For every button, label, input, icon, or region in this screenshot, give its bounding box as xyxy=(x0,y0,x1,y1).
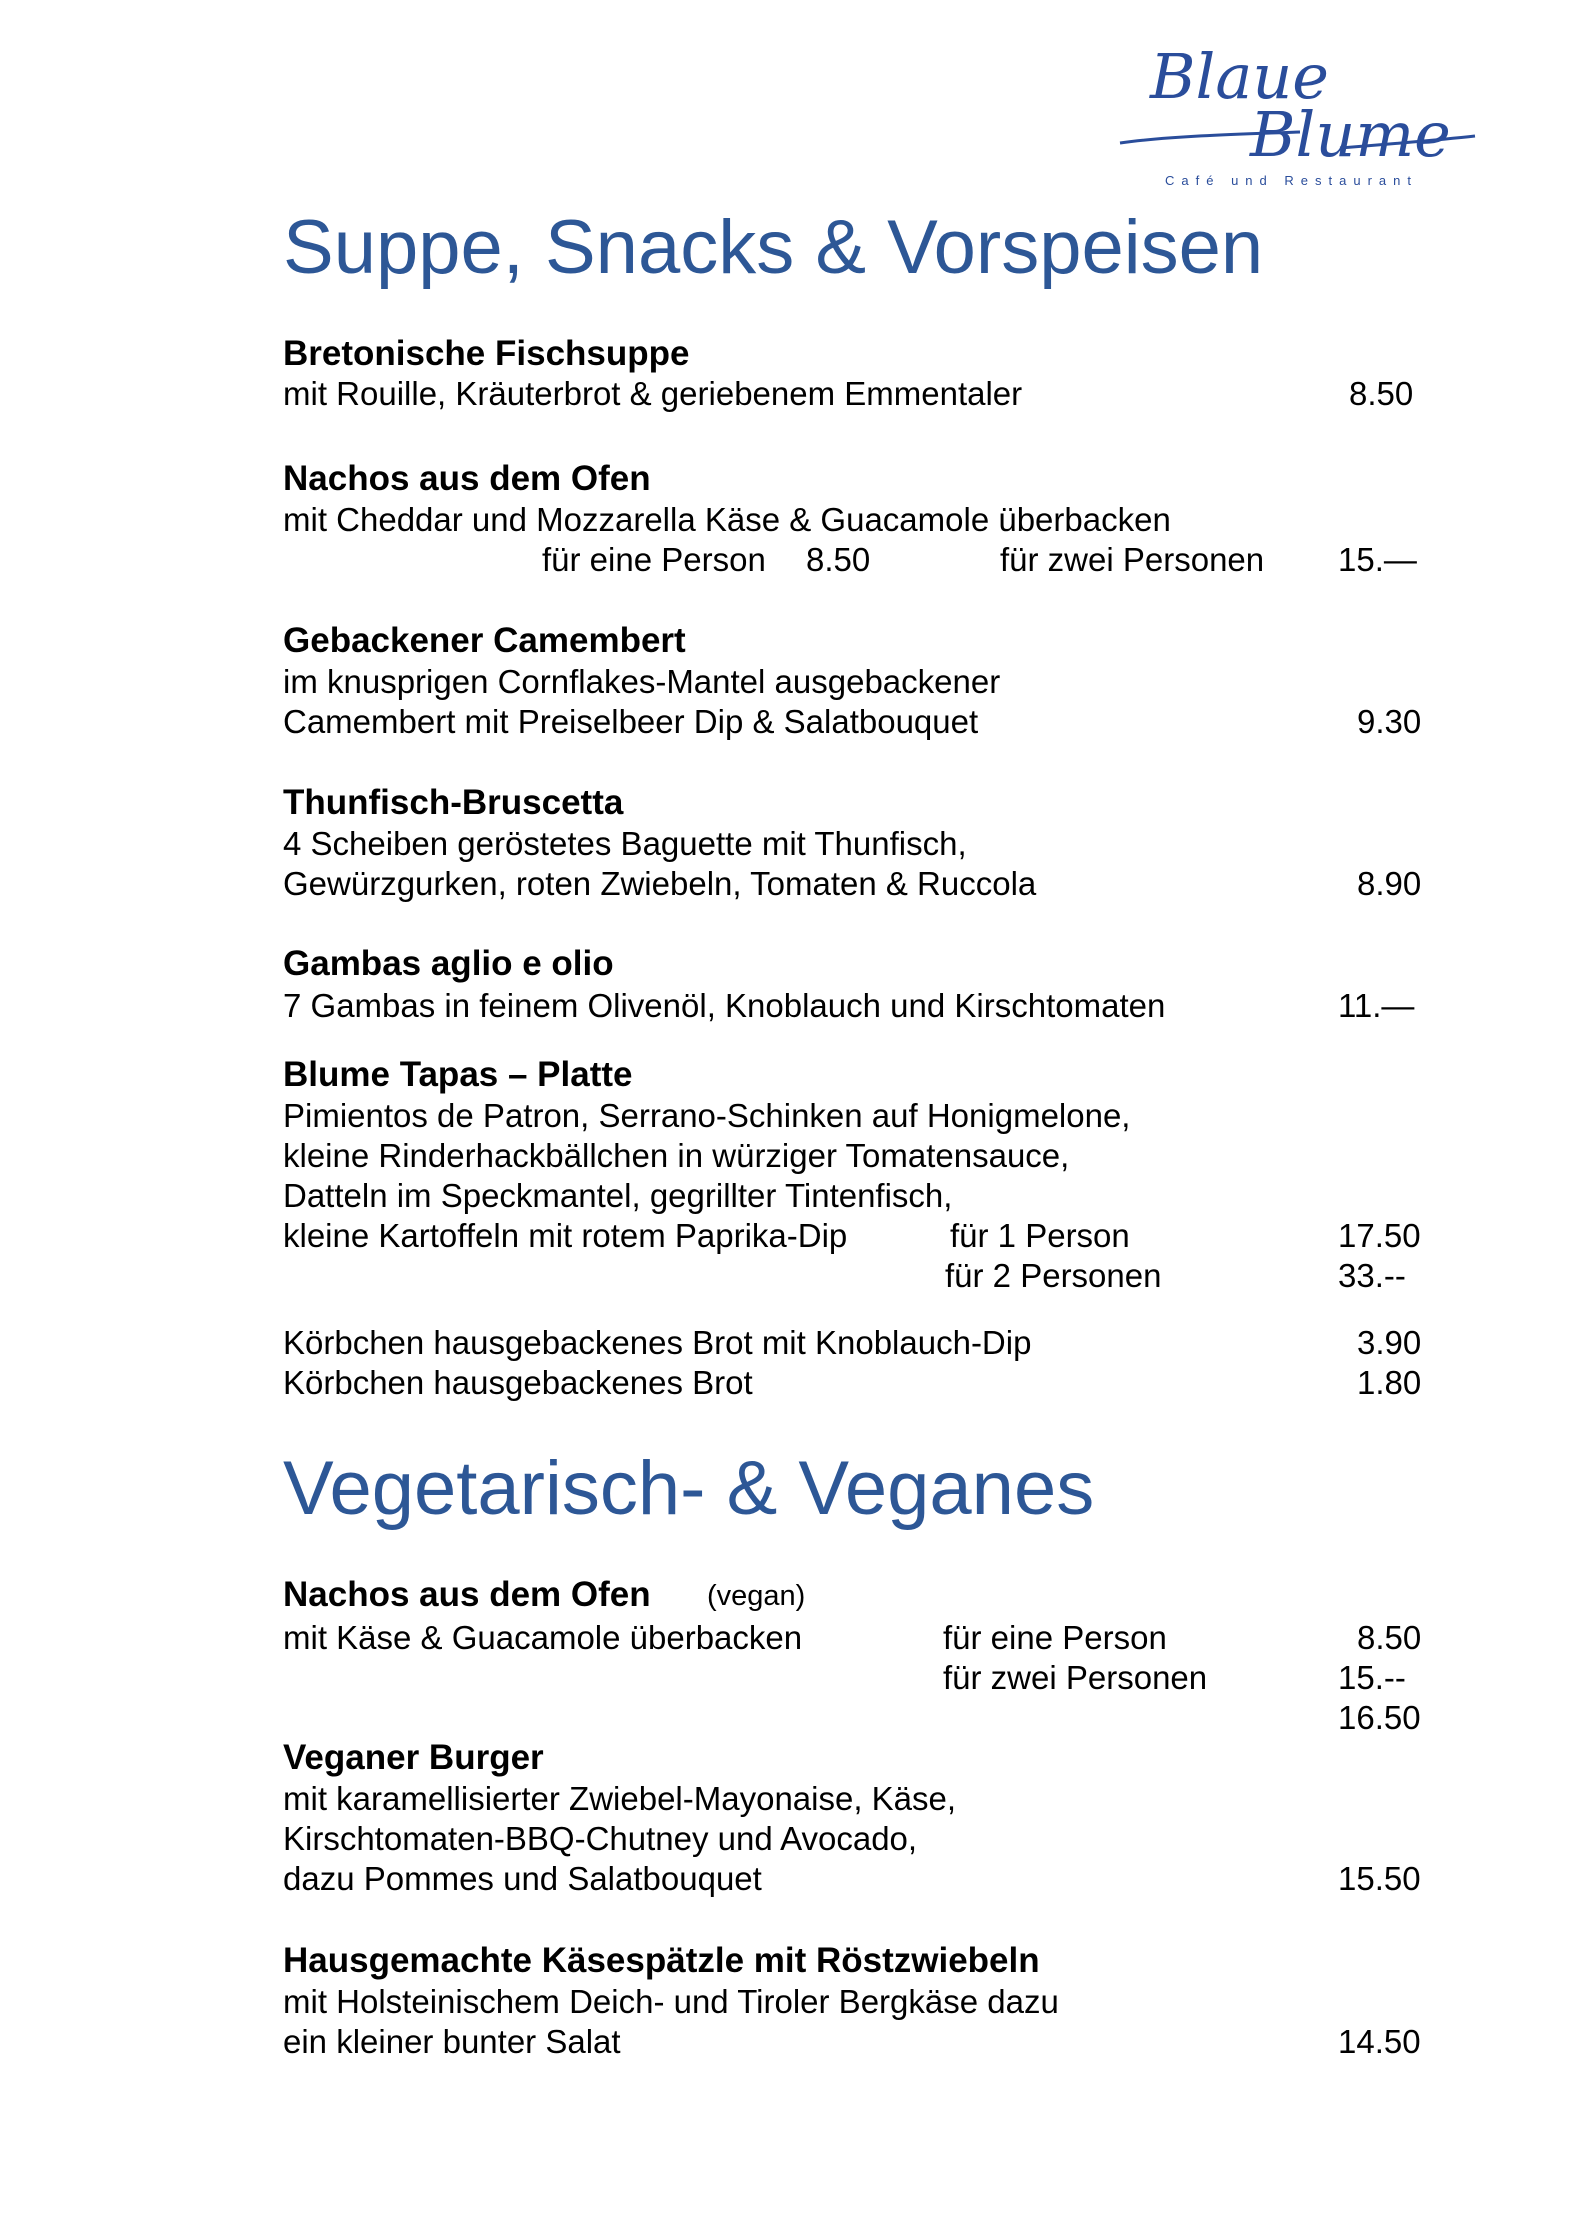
menu-item-price: 11.— xyxy=(1338,987,1415,1024)
menu-item-price: 14.50 xyxy=(1338,2023,1421,2060)
menu-item-option-label: für zwei Personen xyxy=(1000,541,1265,578)
menu-item-name: Bretonische Fischsuppe xyxy=(283,334,690,373)
menu-item-option-label: für eine Person xyxy=(542,541,766,578)
menu-item-option-price: 8.50 xyxy=(1357,1619,1422,1656)
menu-item-desc: Datteln im Speckmantel, gegrillter Tintenfisch, xyxy=(283,1177,953,1214)
menu-item-option-price: 8.50 xyxy=(806,541,871,578)
menu-item-option-price: 17.50 xyxy=(1338,1217,1421,1254)
menu-item-desc: dazu Pommes und Salatbouquet xyxy=(283,1860,762,1897)
logo-line1: Blaue xyxy=(1150,40,1329,113)
menu-item-desc: mit Cheddar und Mozzarella Käse & Guacamole überbacken xyxy=(283,501,1171,538)
menu-item-name: Hausgemachte Käsespätzle mit Röstzwiebeln xyxy=(283,1941,1040,1980)
menu-item-desc: Gewürzgurken, roten Zwiebeln, Tomaten & Ruccola xyxy=(283,865,1037,902)
menu-item-desc: mit Käse & Guacamole überbacken xyxy=(283,1619,803,1656)
menu-item-price: 15.50 xyxy=(1338,1860,1421,1897)
menu-item-desc: Camembert mit Preiselbeer Dip & Salatbouquet xyxy=(283,703,979,740)
menu-item-desc: im knusprigen Cornflakes-Mantel ausgebackener xyxy=(283,663,1001,700)
menu-item-name: Veganer Burger xyxy=(283,1738,544,1777)
menu-item-price: 8.90 xyxy=(1357,865,1422,902)
menu-item-desc: kleine Kartoffeln mit rotem Paprika-Dip xyxy=(283,1217,848,1254)
menu-item-option-label: für 1 Person xyxy=(950,1217,1130,1254)
menu-item-desc: Pimientos de Patron, Serrano-Schinken auf Honigmelone, xyxy=(283,1097,1131,1134)
menu-item-option-label: für 2 Personen xyxy=(945,1257,1162,1294)
menu-item-option-label: für eine Person xyxy=(943,1619,1167,1656)
menu-item-name: Blume Tapas – Platte xyxy=(283,1055,633,1094)
menu-item-price: 8.50 xyxy=(1349,375,1414,412)
extra-item: Körbchen hausgebackenes Brot xyxy=(283,1364,753,1401)
menu-item-desc: Kirschtomaten-BBQ-Chutney und Avocado, xyxy=(283,1820,918,1857)
menu-item-desc: kleine Rinderhackbällchen in würziger Tomatensauce, xyxy=(283,1137,1070,1174)
menu-item-option-price: 15.-- xyxy=(1338,1659,1406,1696)
menu-item-name: Nachos aus dem Ofen xyxy=(283,459,651,498)
menu-item-desc: ein kleiner bunter Salat xyxy=(283,2023,621,2060)
menu-item-desc: mit Holsteinischem Deich- und Tiroler Bergkäse dazu xyxy=(283,1983,1059,2020)
extra-item-price: 3.90 xyxy=(1357,1324,1422,1361)
menu-item-name: Gebackener Camembert xyxy=(283,621,686,660)
menu-item-extra-price: 16.50 xyxy=(1338,1699,1421,1736)
menu-item-price: 9.30 xyxy=(1357,703,1422,740)
logo-tagline: Café und Restaurant xyxy=(1165,173,1418,188)
extra-item-price: 1.80 xyxy=(1357,1364,1422,1401)
extra-item: Körbchen hausgebackenes Brot mit Knoblauch-Dip xyxy=(283,1324,1032,1361)
menu-item-desc: mit Rouille, Kräuterbrot & geriebenem Emmentaler xyxy=(283,375,1023,412)
section-title-suppe: Suppe, Snacks & Vorspeisen xyxy=(283,205,1264,290)
menu-item-name: Nachos aus dem Ofen xyxy=(283,1575,651,1614)
menu-item-option-price: 15.— xyxy=(1338,541,1417,578)
menu-item-desc: 4 Scheiben geröstetes Baguette mit Thunfisch, xyxy=(283,825,967,862)
menu-item-option-label: für zwei Personen xyxy=(943,1659,1208,1696)
menu-item-note: (vegan) xyxy=(707,1580,806,1612)
menu-item-desc: mit karamellisierter Zwiebel-Mayonaise, Käse, xyxy=(283,1780,957,1817)
section-title-vegetarisch: Vegetarisch- & Veganes xyxy=(283,1446,1095,1531)
menu-item-name: Gambas aglio e olio xyxy=(283,944,614,983)
menu-item-desc: 7 Gambas in feinem Olivenöl, Knoblauch und Kirschtomaten xyxy=(283,987,1166,1024)
menu-item-option-price: 33.-- xyxy=(1338,1257,1406,1294)
logo-line2: Blume xyxy=(1250,98,1451,171)
menu-item-name: Thunfisch-Bruscetta xyxy=(283,783,624,822)
